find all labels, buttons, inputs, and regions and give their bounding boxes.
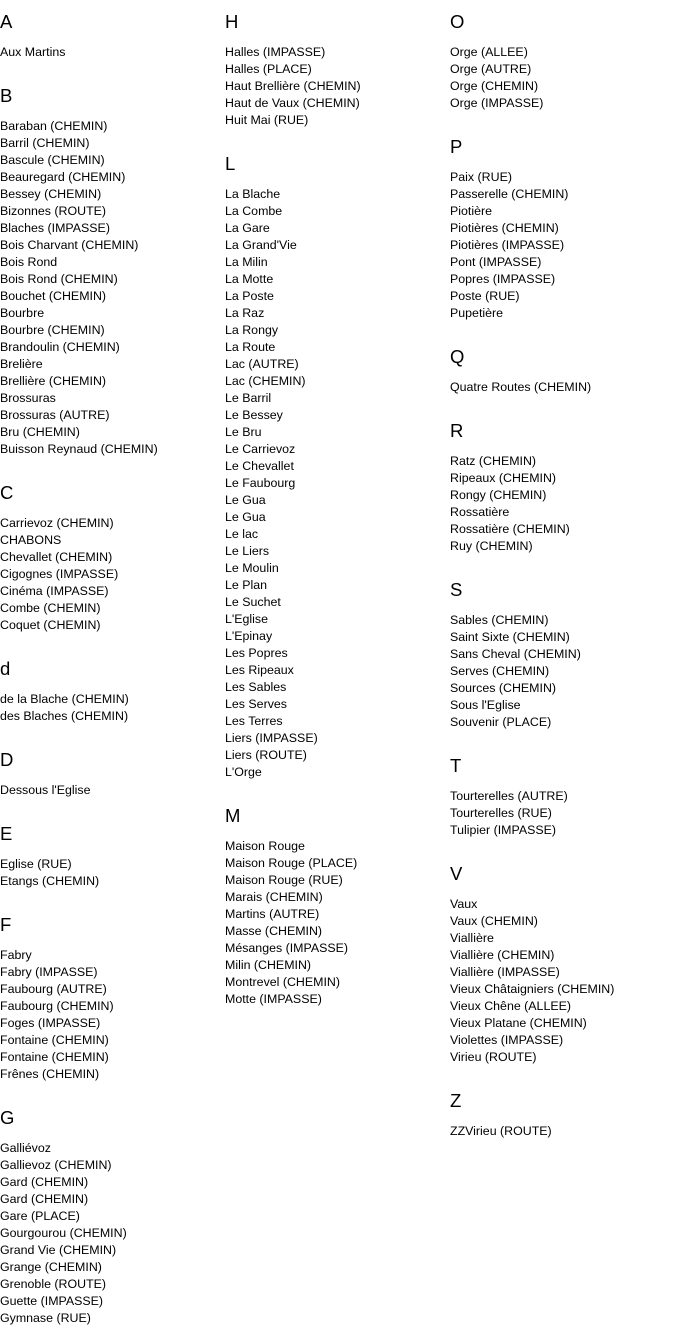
letter-section — [225, 153, 450, 781]
street-item[interactable]: Orge (AUTRE) — [450, 61, 532, 76]
street-item[interactable]: Faubourg (AUTRE) — [0, 981, 107, 996]
street-list — [0, 782, 225, 799]
street-item[interactable]: Virieu (ROUTE) — [450, 1049, 537, 1064]
street-item[interactable]: Grange (CHEMIN) — [0, 1259, 102, 1274]
street-item[interactable]: Bouchet (CHEMIN) — [0, 288, 107, 303]
letter-section — [450, 11, 675, 112]
street-item[interactable]: Brellière (CHEMIN) — [0, 373, 107, 388]
street-item[interactable]: Gymnase (RUE) — [0, 1310, 91, 1325]
street-item[interactable]: Gard (CHEMIN) — [0, 1191, 89, 1206]
street-item[interactable]: Aux Martins — [0, 44, 66, 59]
street-item[interactable]: Le Gua — [225, 509, 266, 524]
street-list — [450, 1123, 675, 1140]
street-item[interactable]: CHABONS — [0, 532, 62, 547]
street-item[interactable]: Rongy (CHEMIN) — [450, 487, 547, 502]
street-item[interactable]: Etangs (CHEMIN) — [0, 873, 100, 888]
letter-heading: V — [450, 863, 463, 884]
street-item[interactable]: Martins (AUTRE) — [225, 906, 320, 921]
street-item[interactable]: Gallievoz (CHEMIN) — [0, 1157, 112, 1172]
street-item[interactable]: L'Eglise — [225, 611, 269, 626]
street-item[interactable]: Le Chevallet — [225, 458, 294, 473]
street-column-2 — [225, 0, 450, 1008]
street-item[interactable]: Le Suchet — [225, 594, 281, 609]
street-item[interactable]: Pupetière — [450, 305, 504, 320]
letter-heading: O — [450, 11, 465, 32]
street-item[interactable]: Chevallet (CHEMIN) — [0, 549, 113, 564]
street-item[interactable]: Barril (CHEMIN) — [0, 135, 90, 150]
street-item[interactable]: Passerelle (CHEMIN) — [450, 186, 569, 201]
street-item[interactable]: Haut de Vaux (CHEMIN) — [225, 95, 360, 110]
street-item[interactable]: Tulipier (IMPASSE) — [450, 822, 557, 837]
street-item[interactable]: Violettes (IMPASSE) — [450, 1032, 564, 1047]
street-item[interactable]: Orge (CHEMIN) — [450, 78, 539, 93]
street-item[interactable]: Bessey (CHEMIN) — [0, 186, 102, 201]
street-list — [0, 515, 225, 634]
street-item[interactable]: Bourbre (CHEMIN) — [0, 322, 105, 337]
street-item[interactable]: La Route — [225, 339, 276, 354]
street-list — [0, 856, 225, 890]
street-item[interactable]: Viallière — [450, 930, 494, 945]
street-item[interactable]: Brossuras (AUTRE) — [0, 407, 110, 422]
street-item[interactable]: Piotière — [450, 203, 493, 218]
street-item[interactable]: La Grand'Vie — [225, 237, 297, 252]
street-item[interactable]: Quatre Routes (CHEMIN) — [450, 379, 592, 394]
street-item[interactable]: Beauregard (CHEMIN) — [0, 169, 126, 184]
street-item[interactable]: Saint Sixte (CHEMIN) — [450, 629, 570, 644]
letter-section — [450, 420, 675, 555]
street-item[interactable]: Cinéma (IMPASSE) — [0, 583, 109, 598]
street-item[interactable]: Bois Charvant (CHEMIN) — [0, 237, 139, 252]
street-item[interactable]: de la Blache (CHEMIN) — [0, 691, 129, 706]
street-item[interactable]: Lac (CHEMIN) — [225, 373, 306, 388]
street-item[interactable]: Le lac — [225, 526, 259, 541]
street-item[interactable]: Baraban (CHEMIN) — [0, 118, 108, 133]
street-item[interactable]: Montrevel (CHEMIN) — [225, 974, 340, 989]
street-item[interactable]: Le Barril — [225, 390, 272, 405]
street-item[interactable]: Les Serves — [225, 696, 287, 711]
street-list — [450, 44, 675, 112]
street-item[interactable]: Le Plan — [225, 577, 268, 592]
street-item[interactable]: Serves (CHEMIN) — [450, 663, 550, 678]
letter-section — [0, 823, 225, 890]
street-item[interactable]: La Milin — [225, 254, 268, 269]
street-item[interactable]: Fabry — [0, 947, 32, 962]
street-item[interactable]: Liers (ROUTE) — [225, 747, 307, 762]
letter-section — [0, 482, 225, 634]
street-item[interactable]: Buisson Reynaud (CHEMIN) — [0, 441, 158, 456]
street-item[interactable]: Le Faubourg — [225, 475, 296, 490]
street-item[interactable]: Piotières (CHEMIN) — [450, 220, 559, 235]
street-item[interactable]: Cigognes (IMPASSE) — [0, 566, 119, 581]
street-item[interactable]: La Gare — [225, 220, 270, 235]
letter-heading: Q — [450, 346, 465, 367]
letter-section — [450, 1090, 675, 1140]
street-item[interactable]: Combe (CHEMIN) — [0, 600, 101, 615]
street-item[interactable]: Fontaine (CHEMIN) — [0, 1049, 109, 1064]
street-column-1 — [0, 0, 225, 1327]
street-item[interactable]: Ruy (CHEMIN) — [450, 538, 533, 553]
street-item[interactable]: Mésanges (IMPASSE) — [225, 940, 349, 955]
letter-heading: R — [450, 420, 464, 441]
letter-heading: C — [0, 482, 14, 503]
street-item[interactable]: Tourterelles (RUE) — [450, 805, 552, 820]
street-item[interactable]: Maison Rouge (PLACE) — [225, 855, 358, 870]
street-list — [225, 44, 450, 129]
street-item[interactable]: Poste (RUE) — [450, 288, 520, 303]
street-item[interactable]: Sous l'Eglise — [450, 697, 521, 712]
letter-section — [0, 914, 225, 1083]
letter-heading: d — [0, 658, 11, 679]
street-item[interactable]: La Poste — [225, 288, 274, 303]
letter-section — [0, 11, 225, 61]
street-item[interactable]: La Combe — [225, 203, 283, 218]
street-item[interactable]: Milin (CHEMIN) — [225, 957, 312, 972]
street-item[interactable]: Huit Mai (RUE) — [225, 112, 309, 127]
street-item[interactable]: Rossatière (CHEMIN) — [450, 521, 570, 536]
street-item[interactable]: Carrievoz (CHEMIN) — [0, 515, 114, 530]
letter-heading: E — [0, 823, 13, 844]
street-item[interactable]: des Blaches (CHEMIN) — [0, 708, 129, 723]
street-list — [450, 788, 675, 839]
street-item[interactable]: Motte (IMPASSE) — [225, 991, 322, 1006]
street-list — [0, 691, 225, 725]
street-list — [0, 44, 225, 61]
street-item[interactable]: Paix (RUE) — [450, 169, 512, 184]
street-item[interactable]: Sans Cheval (CHEMIN) — [450, 646, 581, 661]
street-item[interactable]: Viallière (CHEMIN) — [450, 947, 555, 962]
street-item[interactable]: Bizonnes (ROUTE) — [0, 203, 107, 218]
street-item[interactable]: Grenoble (ROUTE) — [0, 1276, 107, 1291]
street-item[interactable]: Ripeaux (CHEMIN) — [450, 470, 557, 485]
street-item[interactable]: Ratz (CHEMIN) — [450, 453, 537, 468]
letter-section — [0, 85, 225, 458]
street-item[interactable]: Gare (PLACE) — [0, 1208, 80, 1223]
street-item[interactable]: La Blache — [225, 186, 281, 201]
street-item[interactable]: L'Epinay — [225, 628, 273, 643]
street-item[interactable]: Piotières (IMPASSE) — [450, 237, 565, 252]
letter-heading: A — [0, 11, 13, 32]
letter-heading: T — [450, 755, 462, 776]
street-item[interactable]: Brandoulin (CHEMIN) — [0, 339, 120, 354]
street-item[interactable]: Vaux (CHEMIN) — [450, 913, 538, 928]
street-list — [450, 453, 675, 555]
street-item[interactable]: Bois Rond — [0, 254, 58, 269]
street-item[interactable]: Brelière — [0, 356, 43, 371]
street-item[interactable]: Souvenir (PLACE) — [450, 714, 552, 729]
street-item[interactable]: Le Bru — [225, 424, 262, 439]
street-list — [450, 379, 675, 396]
street-item[interactable]: Bois Rond (CHEMIN) — [0, 271, 118, 286]
street-item[interactable]: L'Orge — [225, 764, 262, 779]
street-item[interactable]: Frênes (CHEMIN) — [0, 1066, 100, 1081]
street-item[interactable]: Fabry (IMPASSE) — [0, 964, 98, 979]
street-item[interactable]: Les Sables — [225, 679, 287, 694]
street-item[interactable]: Brossuras — [0, 390, 56, 405]
letter-section — [0, 658, 225, 725]
street-item[interactable]: Le Liers — [225, 543, 270, 558]
letter-heading: G — [0, 1107, 15, 1128]
street-item[interactable]: Grand Vie (CHEMIN) — [0, 1242, 117, 1257]
street-item[interactable]: Le Bessey — [225, 407, 283, 422]
street-list — [450, 896, 675, 1066]
letter-section — [450, 579, 675, 731]
letter-section — [225, 11, 450, 129]
letter-heading: P — [450, 136, 463, 157]
street-item[interactable]: Vieux Chêne (ALLEE) — [450, 998, 571, 1013]
street-item[interactable]: Tourterelles (AUTRE) — [450, 788, 568, 803]
street-item[interactable]: Masse (CHEMIN) — [225, 923, 323, 938]
letter-section — [0, 1107, 225, 1327]
letter-section — [450, 863, 675, 1066]
street-item[interactable]: Les Popres — [225, 645, 288, 660]
street-item[interactable]: Galliévoz — [0, 1140, 51, 1155]
street-item[interactable]: Fontaine (CHEMIN) — [0, 1032, 109, 1047]
street-item[interactable]: Haut Brellière (CHEMIN) — [225, 78, 361, 93]
street-item[interactable]: Viallière (IMPASSE) — [450, 964, 560, 979]
street-item[interactable]: Pont (IMPASSE) — [450, 254, 542, 269]
street-item[interactable]: Bascule (CHEMIN) — [0, 152, 105, 167]
letter-heading: D — [0, 749, 14, 770]
letter-section — [225, 805, 450, 1008]
letter-section — [0, 749, 225, 799]
street-item[interactable]: Rossatière — [450, 504, 510, 519]
street-item[interactable]: Halles (IMPASSE) — [225, 44, 326, 59]
street-list — [0, 118, 225, 458]
letter-heading: F — [0, 914, 12, 935]
street-item[interactable]: La Motte — [225, 271, 274, 286]
street-item[interactable]: Lac (AUTRE) — [225, 356, 299, 371]
street-item[interactable]: Les Ripeaux — [225, 662, 294, 677]
letter-section — [450, 346, 675, 396]
street-column-3 — [450, 0, 675, 1140]
letter-heading: H — [225, 11, 239, 32]
street-list — [0, 1140, 225, 1327]
letter-section — [450, 136, 675, 322]
street-item[interactable]: Sables (CHEMIN) — [450, 612, 549, 627]
street-item[interactable]: ZZVirieu (ROUTE) — [450, 1123, 552, 1138]
street-item[interactable]: Popres (IMPASSE) — [450, 271, 556, 286]
street-item[interactable]: Coquet (CHEMIN) — [0, 617, 101, 632]
street-item[interactable]: Vieux Platane (CHEMIN) — [450, 1015, 587, 1030]
street-item[interactable]: Le Carrievoz — [225, 441, 296, 456]
street-item[interactable]: Maison Rouge — [225, 838, 305, 853]
street-list — [225, 838, 450, 1008]
street-item[interactable]: Halles (PLACE) — [225, 61, 312, 76]
street-item[interactable]: Gourgourou (CHEMIN) — [0, 1225, 127, 1240]
street-item[interactable]: Gard (CHEMIN) — [0, 1174, 89, 1189]
letter-heading: B — [0, 85, 13, 106]
letter-heading: M — [225, 805, 241, 826]
street-item[interactable]: Marais (CHEMIN) — [225, 889, 323, 904]
street-item[interactable]: Dessous l'Eglise — [0, 782, 91, 797]
street-list — [0, 947, 225, 1083]
street-item[interactable]: Vieux Châtaigniers (CHEMIN) — [450, 981, 615, 996]
street-item[interactable]: La Rongy — [225, 322, 279, 337]
street-list — [450, 612, 675, 731]
street-item[interactable]: Bourbre — [0, 305, 45, 320]
street-item[interactable]: Foges (IMPASSE) — [0, 1015, 101, 1030]
street-item[interactable]: La Raz — [225, 305, 265, 320]
street-list — [450, 169, 675, 322]
letter-heading: L — [225, 153, 236, 174]
street-item[interactable]: Eglise (RUE) — [0, 856, 72, 871]
street-item[interactable]: Sources (CHEMIN) — [450, 680, 557, 695]
street-list — [225, 186, 450, 781]
street-item[interactable]: Orge (ALLEE) — [450, 44, 528, 59]
letter-section — [450, 755, 675, 839]
street-item[interactable]: Le Gua — [225, 492, 266, 507]
street-item[interactable]: Blaches (IMPASSE) — [0, 220, 110, 235]
street-item[interactable]: Guette (IMPASSE) — [0, 1293, 104, 1308]
street-item[interactable]: Liers (IMPASSE) — [225, 730, 318, 745]
street-item[interactable]: Bru (CHEMIN) — [0, 424, 80, 439]
letter-heading: S — [450, 579, 463, 600]
street-item[interactable]: Faubourg (CHEMIN) — [0, 998, 114, 1013]
letter-heading: Z — [450, 1090, 462, 1111]
street-item[interactable]: Le Moulin — [225, 560, 279, 575]
street-item[interactable]: Maison Rouge (RUE) — [225, 872, 343, 887]
street-item[interactable]: Vaux — [450, 896, 478, 911]
street-item[interactable]: Les Terres — [225, 713, 283, 728]
street-item[interactable]: Orge (IMPASSE) — [450, 95, 544, 110]
